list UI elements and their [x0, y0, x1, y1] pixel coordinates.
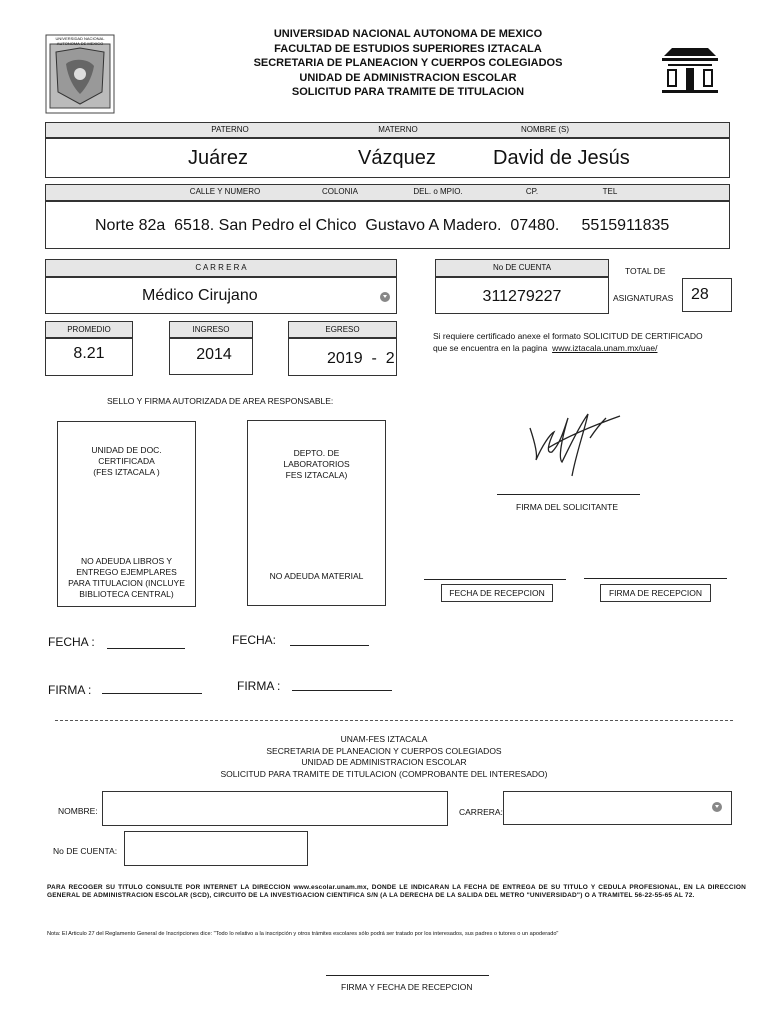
cp-label: CP.	[525, 187, 539, 196]
firma-2-line[interactable]	[292, 690, 392, 691]
ingreso-label: INGRESO	[192, 325, 230, 334]
cuenta-label: No DE CUENTA	[492, 263, 552, 272]
stub-line-2: SECRETARIA DE PLANEACION Y CUERPOS COLEGIADOS	[266, 745, 502, 756]
firma-recepcion-label: FIRMA DE RECEPCION	[600, 584, 711, 602]
egreso-value: 2019 - 2	[327, 350, 395, 367]
paterno-value: Juárez	[188, 147, 249, 169]
stub-nombre-label: NOMBRE:	[58, 806, 98, 816]
asignaturas-label-bottom: ASIGNATURAS	[613, 293, 674, 303]
nombre-value: David de Jesús	[493, 147, 630, 169]
cut-line	[55, 720, 733, 721]
firma-1-line[interactable]	[102, 693, 202, 694]
stub-carrera-select[interactable]	[503, 791, 732, 825]
asignaturas-label-top: TOTAL DE	[625, 266, 666, 276]
header-line-4: UNIDAD DE ADMINISTRACION ESCOLAR	[299, 71, 517, 84]
del-label: DEL. o MPIO.	[413, 187, 463, 196]
note-link[interactable]: www.iztacala.unam.mx/uae/	[552, 343, 658, 353]
stub-nombre-field[interactable]	[102, 791, 448, 826]
materno-value: Vázquez	[358, 147, 436, 169]
materno-label: MATERNO	[378, 125, 418, 134]
solicitante-line	[497, 494, 640, 495]
promedio-label: PROMEDIO	[67, 325, 111, 334]
egreso-label: EGRESO	[325, 325, 360, 334]
nombre-label: NOMBRE (S)	[521, 125, 569, 134]
right-stamp-top: DEPTO. DE LABORATORIOS FES IZTACALA)	[283, 448, 350, 480]
carrera-label: C A R R E R A	[195, 263, 247, 272]
footer-para-recoger: PARA RECOGER SU TITULO CONSULTE POR INTERNET LA DIRECCION www.escolar.unam.mx, DONDE LE INDICARAN LA FECHA DE ENTREGA DE SU TITULO Y CEDULA PROFESIONAL, EN LA DIRECCION GENERAL DE ADMINISTRACION ESCOLAR (SCD), CIRCUITO DE LA INVESTIGACION CIENTIFICA S/N (A LA DERECHA DE LA SALIDA DEL METRO "UNIVERSIDAD") O A TRAMITEL 56-22-55-65 AL 72.	[47, 884, 746, 899]
signature	[508, 388, 628, 484]
paterno-label: PATERNO	[211, 125, 249, 134]
firma-2-label: FIRMA :	[237, 679, 281, 693]
note-line-1: Si requiere certificado anexe el formato SOLICITUD DE CERTIFICADO	[433, 331, 703, 341]
stub-carrera-label: CARRERA:	[459, 807, 503, 817]
right-stamp-bottom: NO ADEUDA MATERIAL	[269, 571, 364, 581]
calle-label: CALLE Y NUMERO	[189, 187, 261, 196]
fecha-recepcion-label: FECHA DE RECEPCION	[441, 584, 553, 602]
fecha-1-label: FECHA :	[48, 635, 95, 649]
ingreso-value: 2014	[196, 346, 232, 363]
tel-label: TEL	[602, 187, 618, 196]
stub-line-4: SOLICITUD PARA TRAMITE DE TITULACION (COMPROBANTE DEL INTERESADO)	[220, 768, 548, 779]
unam-seal	[42, 32, 118, 116]
fecha-2-line[interactable]	[290, 645, 369, 646]
firma-solicitante-label: FIRMA DEL SOLICITANTE	[516, 502, 619, 512]
promedio-value: 8.21	[73, 345, 105, 362]
stub-line-1: UNAM-FES IZTACALA	[340, 734, 428, 744]
left-stamp-bottom: NO ADEUDA LIBROS Y ENTREGO EJEMPLARES PARA TITULACION (INCLUYE BIBLIOTECA CENTRAL)	[68, 556, 185, 599]
header-line-3: SECRETARIA DE PLANEACION Y CUERPOS COLEGIADOS	[253, 57, 563, 69]
sello-label: SELLO Y FIRMA AUTORIZADA DE AREA RESPONSABLE:	[107, 396, 334, 406]
left-stamp-top: UNIDAD DE DOC. CERTIFICADA (FES IZTACALA )	[91, 445, 162, 477]
footer-firma-fecha: FIRMA Y FECHA DE RECEPCION	[341, 982, 473, 992]
header-line-2: FACULTAD DE ESTUDIOS SUPERIORES IZTACALA	[274, 42, 542, 55]
fecha-recepcion-line	[424, 579, 566, 580]
footer-nota: Nota: El Articulo 27 del Reglamento General de Inscripciones dice: "Todo lo relativo a la inscripción y otros trámites escolares sólo podrá ser tratado por los interesados, sus padres o tutores o un apoderado"	[47, 931, 559, 937]
firma-recepcion-line	[584, 578, 727, 579]
stub-cuenta-label: No DE CUENTA:	[53, 846, 118, 856]
colonia-label: COLONIA	[321, 187, 358, 196]
header-line-1: UNIVERSIDAD NACIONAL AUTONOMA DE MEXICO	[273, 28, 543, 40]
fes-logo	[658, 44, 722, 96]
note-line-2: que se encuentra en la pagina	[433, 343, 553, 353]
address-value: Norte 82a 6518. San Pedro el Chico Gustavo A Madero. 07480. 5515911835	[95, 217, 670, 234]
asignaturas-value: 28	[691, 286, 709, 303]
seal-text: UNIVERSIDAD NACIONAL AUTONOMA DE MEXICO	[55, 36, 105, 46]
stub-cuenta-field[interactable]	[124, 831, 308, 866]
stub-chevron-down-icon[interactable]	[712, 802, 722, 812]
cuenta-value: 311279227	[482, 288, 562, 305]
firma-1-label: FIRMA :	[48, 683, 92, 697]
firma-fecha-line	[326, 975, 489, 976]
carrera-value: Médico Cirujano	[142, 287, 258, 304]
header-line-5: SOLICITUD PARA TRAMITE DE TITULACION	[291, 86, 525, 98]
chevron-down-icon[interactable]	[380, 292, 390, 302]
fecha-2-label: FECHA:	[232, 633, 277, 647]
stub-line-3: UNIDAD DE ADMINISTRACION ESCOLAR	[301, 757, 467, 767]
fecha-1-line[interactable]	[107, 648, 185, 649]
